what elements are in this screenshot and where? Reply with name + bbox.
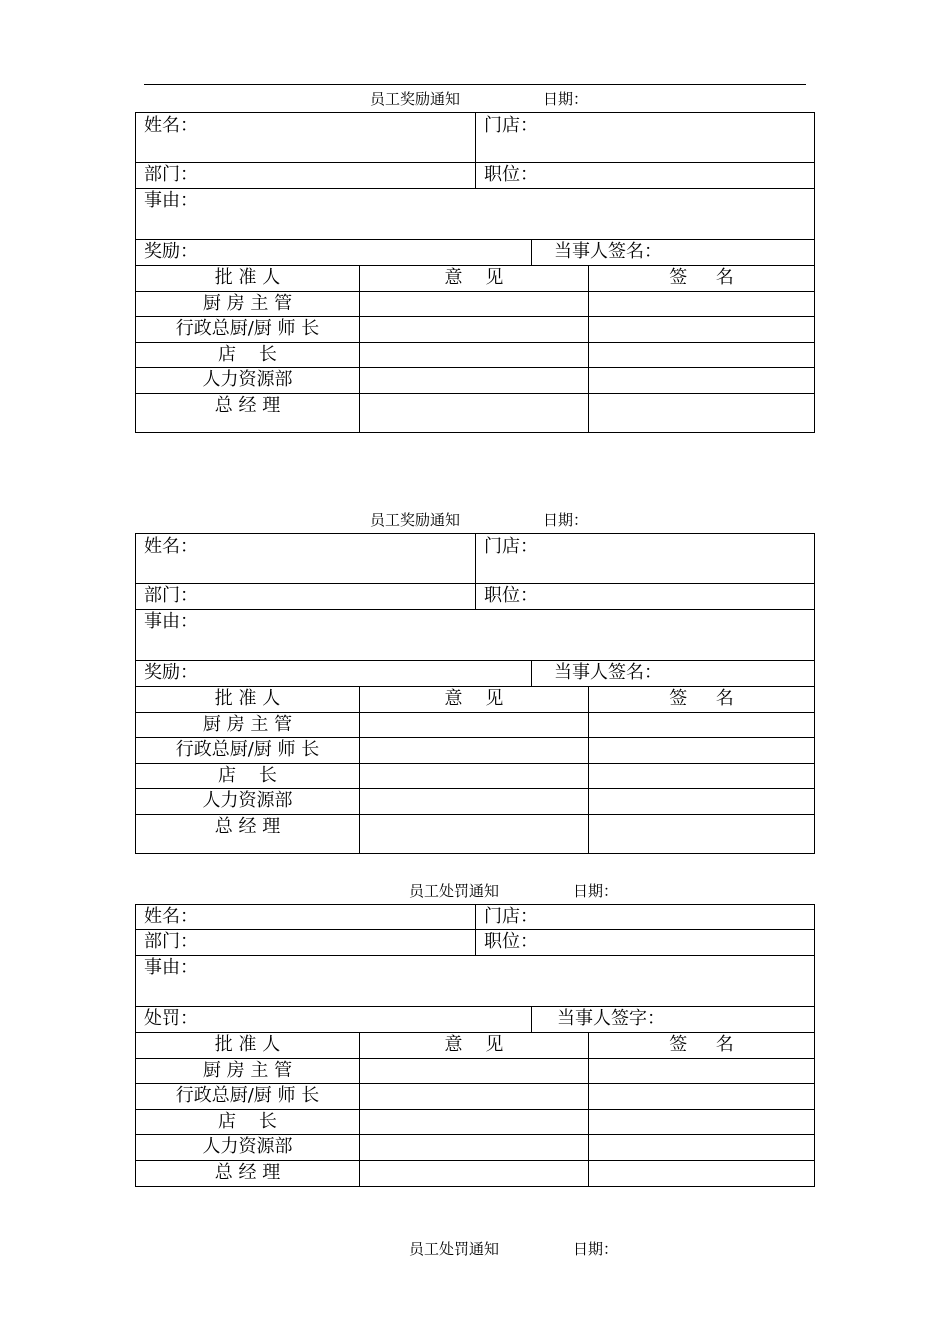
reason-row [136, 610, 815, 661]
name-label: 姓名： [144, 906, 198, 927]
form-title: 员工处罚通知 [409, 1240, 500, 1258]
signature-label: 当事人签字： [557, 1008, 665, 1029]
name-field[interactable] [136, 905, 476, 929]
reason-label: 事由： [144, 190, 198, 211]
name-label: 姓名： [144, 115, 198, 136]
opinion-cell[interactable] [360, 1084, 589, 1109]
approver-name: 人力资源部 [136, 1135, 360, 1160]
approval-row [136, 1161, 815, 1187]
form-grid [135, 112, 815, 433]
approval-row [136, 815, 815, 854]
form-title: 员工奖励通知 [370, 511, 461, 529]
dept-field[interactable] [136, 584, 476, 609]
dept-position-row [136, 930, 815, 956]
form-grid [135, 533, 815, 854]
sign-cell[interactable] [589, 1161, 815, 1186]
position-label: 职位： [484, 585, 538, 606]
approval-row [136, 1084, 815, 1110]
sign-cell[interactable] [589, 394, 815, 432]
result-row [136, 661, 815, 687]
dept-position-row [136, 163, 815, 189]
approver-name: 总 经 理 [136, 394, 360, 432]
approval-row [136, 738, 815, 764]
sign-cell[interactable] [589, 738, 815, 763]
form-grid [135, 904, 815, 1187]
signature-field[interactable] [532, 1007, 815, 1032]
result-row [136, 240, 815, 266]
approver-name: 行政总厨/厨 师 长 [136, 317, 360, 342]
approver-name: 人力资源部 [136, 789, 360, 814]
opinion-cell[interactable] [360, 1161, 589, 1186]
approver-name: 店 长 [136, 1110, 360, 1134]
approver-name: 人力资源部 [136, 368, 360, 393]
form-title: 员工奖励通知 [370, 90, 461, 108]
sign-cell[interactable] [589, 789, 815, 814]
approver-name: 厨 房 主 管 [136, 1059, 360, 1083]
store-field[interactable] [476, 905, 815, 929]
dept-label: 部门： [144, 931, 198, 952]
approval-row [136, 343, 815, 368]
store-field[interactable] [476, 113, 815, 162]
opinion-cell[interactable] [360, 738, 589, 763]
position-label: 职位： [484, 164, 538, 185]
store-label: 门店： [484, 536, 538, 557]
approver-header: 批 准 人 [136, 266, 360, 291]
opinion-header: 意 见 [360, 687, 589, 712]
approval-row [136, 394, 815, 433]
sign-cell[interactable] [589, 1059, 815, 1083]
sign-cell[interactable] [589, 1135, 815, 1160]
opinion-header: 意 见 [360, 266, 589, 291]
dept-position-row [136, 584, 815, 610]
position-field[interactable] [476, 930, 815, 955]
penalty-label: 处罚： [144, 1008, 198, 1029]
approval-header-row [136, 687, 815, 713]
name-field[interactable] [136, 113, 476, 162]
approver-name: 店 长 [136, 343, 360, 367]
date-label: 日期： [573, 1240, 619, 1258]
sign-cell[interactable] [589, 1084, 815, 1109]
sign-cell[interactable] [589, 368, 815, 393]
opinion-cell[interactable] [360, 394, 589, 432]
sign-header: 签 名 [589, 687, 815, 712]
signature-label: 当事人签名： [554, 241, 662, 262]
date-label: 日期： [543, 90, 589, 108]
opinion-header: 意 见 [360, 1033, 589, 1058]
approval-row [136, 713, 815, 738]
position-field[interactable] [476, 584, 815, 609]
date-label: 日期： [543, 511, 589, 529]
opinion-cell[interactable] [360, 789, 589, 814]
approver-name: 行政总厨/厨 师 长 [136, 1084, 360, 1109]
approval-row [136, 1110, 815, 1135]
sign-cell[interactable] [589, 292, 815, 316]
reason-field[interactable] [136, 189, 815, 239]
sign-header: 签 名 [589, 1033, 815, 1058]
approval-header-row [136, 266, 815, 292]
approval-row [136, 292, 815, 317]
opinion-cell[interactable] [360, 815, 589, 853]
dept-field[interactable] [136, 163, 476, 188]
result-row [136, 1007, 815, 1033]
dept-label: 部门： [144, 585, 198, 606]
reward-field[interactable] [136, 240, 532, 265]
store-label: 门店： [484, 906, 538, 927]
signature-label: 当事人签名： [554, 662, 662, 683]
name-label: 姓名： [144, 536, 198, 557]
signature-field[interactable] [532, 240, 815, 265]
approval-header-row [136, 1033, 815, 1059]
dept-field[interactable] [136, 930, 476, 955]
approver-name: 厨 房 主 管 [136, 292, 360, 316]
approval-row [136, 317, 815, 343]
approver-name: 店 长 [136, 764, 360, 788]
approval-row [136, 368, 815, 394]
signature-field[interactable] [532, 661, 815, 686]
approver-name: 总 经 理 [136, 815, 360, 853]
dept-label: 部门： [144, 164, 198, 185]
opinion-cell[interactable] [360, 368, 589, 393]
opinion-cell[interactable] [360, 292, 589, 316]
sign-header: 签 名 [589, 266, 815, 291]
name-field[interactable] [136, 534, 476, 583]
store-label: 门店： [484, 115, 538, 136]
reason-field[interactable] [136, 610, 815, 660]
opinion-cell[interactable] [360, 317, 589, 342]
opinion-cell[interactable] [360, 1059, 589, 1083]
name-store-row [136, 534, 815, 584]
name-store-row [136, 113, 815, 163]
form-title: 员工处罚通知 [409, 882, 500, 900]
sign-cell[interactable] [589, 343, 815, 367]
opinion-cell[interactable] [360, 1135, 589, 1160]
penalty-field[interactable] [136, 1007, 532, 1032]
store-field[interactable] [476, 534, 815, 583]
opinion-cell[interactable] [360, 764, 589, 788]
reward-label: 奖励： [144, 662, 198, 683]
sign-cell[interactable] [589, 317, 815, 342]
approver-header: 批 准 人 [136, 687, 360, 712]
reason-row [136, 189, 815, 240]
approval-row [136, 764, 815, 789]
approver-name: 厨 房 主 管 [136, 713, 360, 737]
sign-cell[interactable] [589, 713, 815, 737]
approver-name: 总 经 理 [136, 1161, 360, 1186]
approver-header: 批 准 人 [136, 1033, 360, 1058]
date-label: 日期： [573, 882, 619, 900]
approval-row [136, 789, 815, 815]
sign-cell[interactable] [589, 1110, 815, 1134]
approval-row [136, 1059, 815, 1084]
approval-row [136, 1135, 815, 1161]
opinion-cell[interactable] [360, 343, 589, 367]
reason-row [136, 956, 815, 1007]
top-rule [144, 84, 806, 85]
sign-cell[interactable] [589, 764, 815, 788]
sign-cell[interactable] [589, 815, 815, 853]
name-store-row [136, 905, 815, 930]
opinion-cell[interactable] [360, 713, 589, 737]
opinion-cell[interactable] [360, 1110, 589, 1134]
reward-field[interactable] [136, 661, 532, 686]
reason-field[interactable] [136, 956, 815, 1006]
position-label: 职位： [484, 931, 538, 952]
reason-label: 事由： [144, 611, 198, 632]
approver-name: 行政总厨/厨 师 长 [136, 738, 360, 763]
reason-label: 事由： [144, 957, 198, 978]
position-field[interactable] [476, 163, 815, 188]
reward-label: 奖励： [144, 241, 198, 262]
